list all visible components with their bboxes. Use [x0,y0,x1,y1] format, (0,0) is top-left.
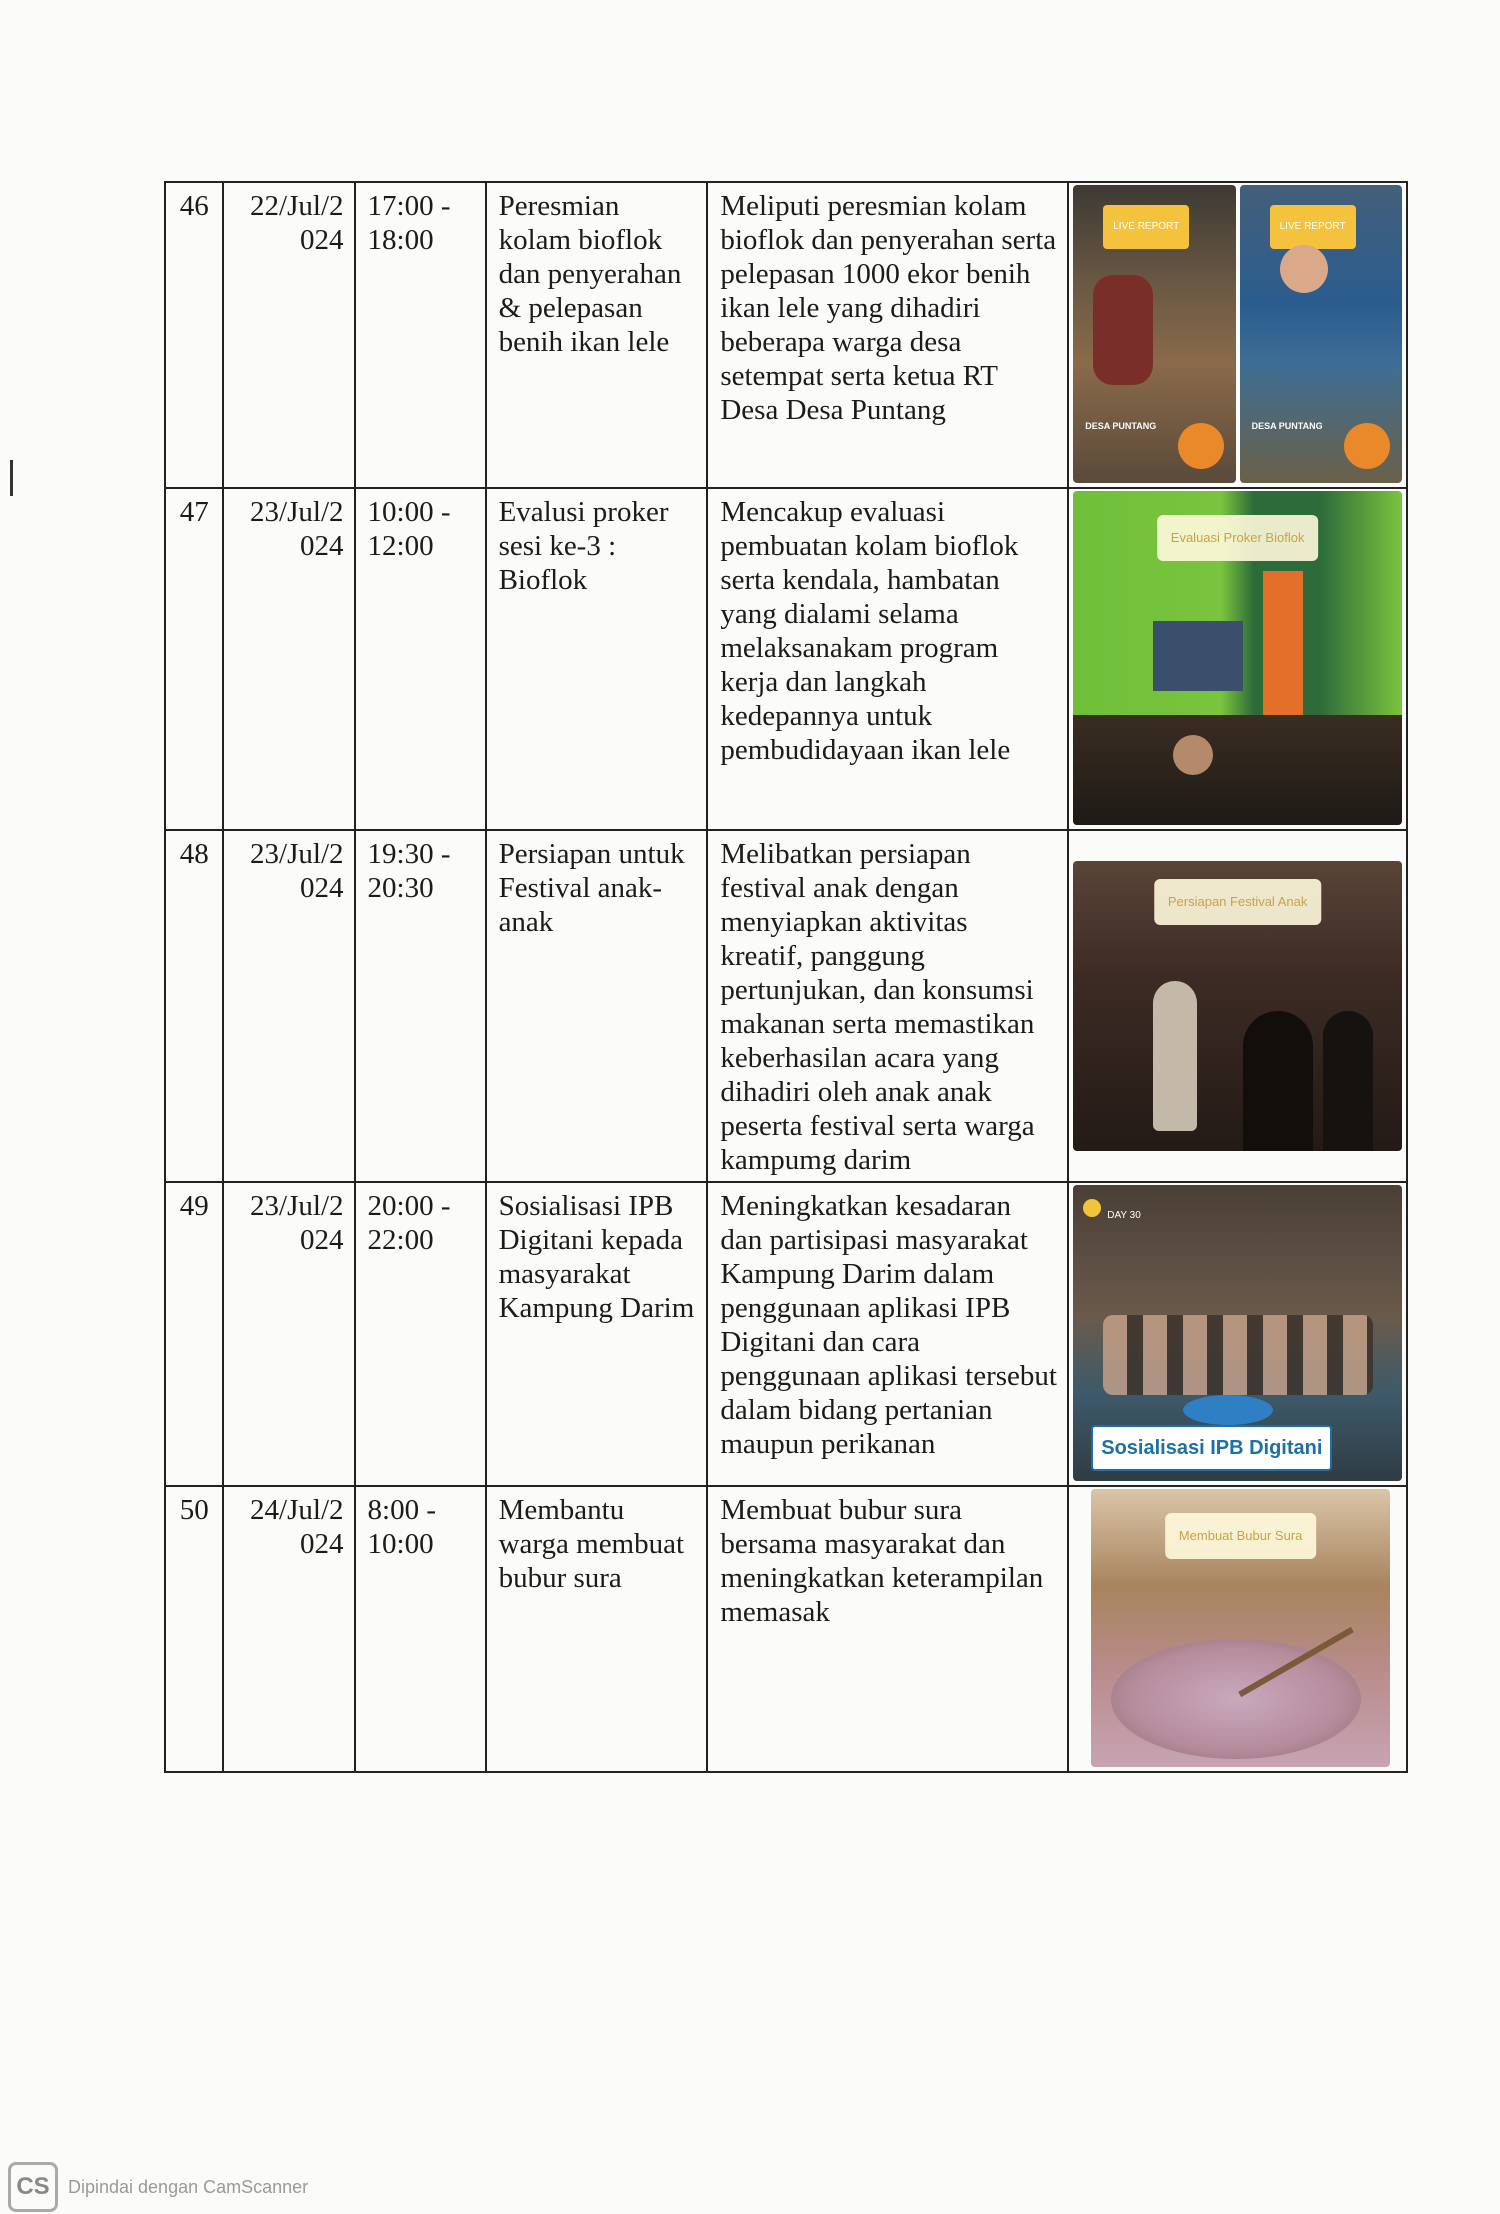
row-activity: Persiapan untuk Festival anak-anak [486,830,708,1182]
row-photo-cell [1068,830,1407,1182]
activity-table [164,181,1408,1773]
photo-label: DESA PUNTANG [1251,421,1323,431]
row-time: 20:00 - 22:00 [355,1182,486,1486]
table-row [165,182,1407,488]
activity-photo [1073,491,1402,825]
row-activity: Evalusi proker sesi ke-3 : Bioflok [486,488,708,830]
row-time: 8:00 - 10:00 [355,1486,486,1772]
row-date: 23/Jul/2 024 [223,1182,354,1486]
row-time: 17:00 - 18:00 [355,182,486,488]
row-activity: Sosialisasi IPB Digitani kepada masyarakat Kampung Darim [486,1182,708,1486]
scanner-footer [8,2162,308,2212]
activity-photo [1073,185,1402,483]
row-description: Mencakup evaluasi pembuatan kolam bioflok serta kendala, hambatan yang dialami selama melaksanakam program kerja dan langkah kedepannya untuk pembudidayaan ikan lele [707,488,1068,830]
row-number: 50 [165,1486,223,1772]
camscanner-logo: CS [8,2162,58,2212]
row-activity: Peresmian kolam bioflok dan penyerahan & pelepasan benih ikan lele [486,182,708,488]
row-date: 24/Jul/2 024 [223,1486,354,1772]
scan-mark [10,460,13,496]
activity-photo [1073,861,1402,1151]
row-date: 22/Jul/2 024 [223,182,354,488]
table-row [165,1486,1407,1772]
row-photo-cell [1068,1182,1407,1486]
photo-caption: Persiapan Festival Anak [1154,879,1321,925]
row-description: Meliputi peresmian kolam bioflok dan penyerahan serta pelepasan 1000 ekor benih ikan lele yang dihadiri beberapa warga desa setempat serta ketua RT Desa Desa Puntang [707,182,1068,488]
row-date: 23/Jul/2 024 [223,830,354,1182]
row-date: 23/Jul/2 024 [223,488,354,830]
row-number: 46 [165,182,223,488]
row-number: 47 [165,488,223,830]
row-activity: Membantu warga membuat bubur sura [486,1486,708,1772]
photo-caption: Evaluasi Proker Bioflok [1157,515,1319,561]
row-number: 48 [165,830,223,1182]
photo-caption: DAY 30 [1107,1210,1141,1221]
scanner-text: Dipindai dengan CamScanner [68,2176,309,2197]
row-description: Melibatkan persiapan festival anak dengan menyiapkan aktivitas kreatif, panggung pertunjukan, dan konsumsi makanan serta memastikan keberhasilan acara yang dihadiri oleh anak anak peserta festival serta warga kampumg darim [707,830,1068,1182]
photo-caption: LIVE REPORT [1270,205,1356,249]
row-time: 19:30 - 20:30 [355,830,486,1182]
activity-photo [1091,1489,1390,1767]
row-photo-cell [1068,488,1407,830]
table-row [165,830,1407,1182]
table-row [165,1182,1407,1486]
table-row [165,488,1407,830]
row-number: 49 [165,1182,223,1486]
row-time: 10:00 - 12:00 [355,488,486,830]
row-description: Membuat bubur sura bersama masyarakat dan meningkatkan keterampilan memasak [707,1486,1068,1772]
photo-caption: LIVE REPORT [1103,205,1189,249]
activity-photo [1073,1185,1402,1481]
row-photo-cell [1068,182,1407,488]
row-photo-cell [1068,1486,1407,1772]
row-description: Meningkatkan kesadaran dan partisipasi masyarakat Kampung Darim dalam penggunaan aplikasi IPB Digitani dan cara penggunaan aplikasi tersebut dalam bidang pertanian maupun perikanan [707,1182,1068,1486]
day-icon [1083,1199,1101,1217]
photo-caption: Membuat Bubur Sura [1165,1513,1317,1559]
photo-label: Sosialisasi IPB Digitani [1091,1425,1332,1471]
photo-label: DESA PUNTANG [1085,421,1157,431]
